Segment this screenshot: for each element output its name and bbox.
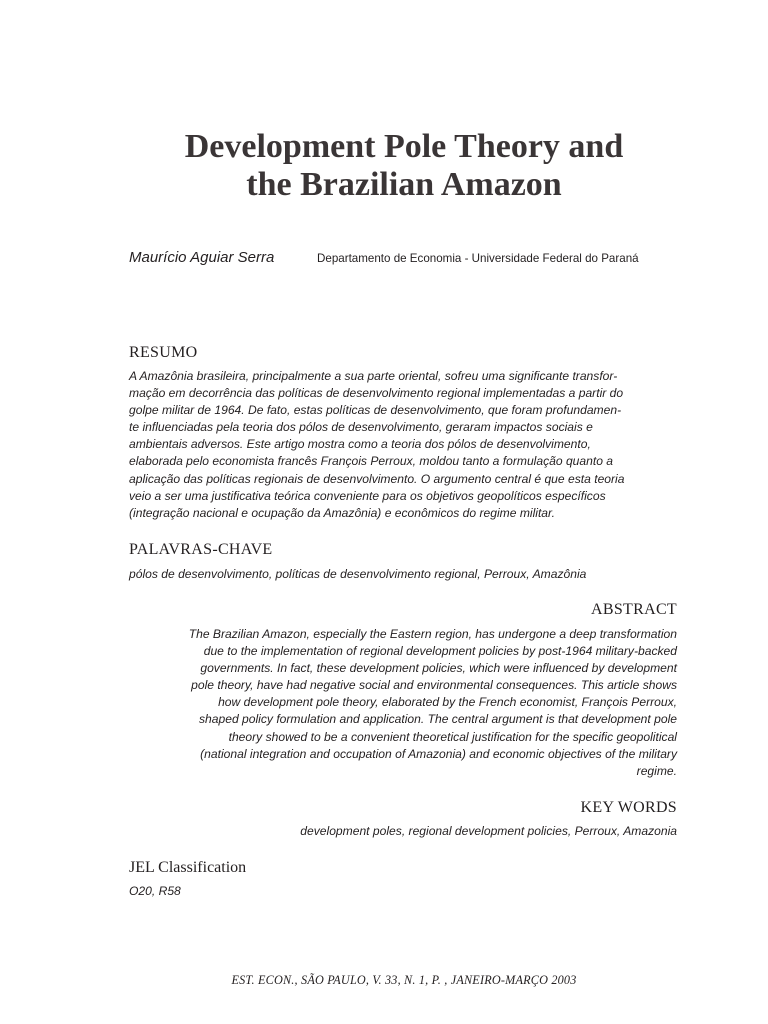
paper-title	[0, 128, 768, 204]
abstract-line: due to the implementation of regional development policies by post-1964 military-backed	[203, 644, 677, 659]
journal-footer: EST. ECON., SÃO PAULO, V. 33, N. 1, P. , JANEIRO-MARÇO 2003	[231, 973, 577, 987]
author-affiliation: Departamento de Economia - Universidade Federal do Paraná	[317, 252, 639, 265]
key-words-heading: KEY WORDS	[580, 799, 677, 816]
abstract-line: governments. In fact, these development policies, which were influenced by development	[200, 661, 677, 676]
abstract-line: The Brazilian Amazon, especially the Eastern region, has undergone a deep transformation	[188, 627, 677, 641]
resumo-line: ambientais adversos. Este artigo mostra como a teoria dos pólos de desenvolvimento,	[129, 437, 591, 452]
palavras-chave-heading: PALAVRAS-CHAVE	[129, 541, 273, 558]
abstract-line: shaped policy formulation and application. The central argument is that development pole	[199, 712, 677, 727]
resumo-line: te influenciadas pela teoria dos pólos de desenvolvimento, geraram impactos sociais e	[129, 420, 593, 435]
key-words-text: development poles, regional development policies, Perroux, Amazonia	[300, 824, 677, 838]
jel-heading: JEL Classification	[129, 859, 247, 876]
jel-codes: O20, R58	[129, 884, 181, 898]
abstract-line: regime.	[636, 763, 677, 778]
abstract-line: theory showed to be a convenient theoretical justification for the specific geopolitical	[228, 729, 677, 744]
resumo-line: aplicação das políticas regionais de desenvolvimento. O argumento central é que esta teoria	[129, 471, 625, 486]
abstract-line: how development pole theory, elaborated by the French economist, François Perroux,	[218, 695, 677, 710]
resumo-line: veio a ser uma justificativa teórica conveniente para os objetivos geopolíticos específicos	[129, 488, 606, 503]
abstract-heading: ABSTRACT	[591, 601, 677, 618]
resumo-line: (integração nacional e ocupação da Amazônia) e econômicos do regime militar.	[129, 505, 555, 520]
abstract-body	[117, 626, 677, 780]
abstract-line: (national integration and occupation of Amazonia) and economic objectives of the military	[200, 746, 677, 761]
resumo-line: elaborada pelo economista francês François Perroux, moldou tanto a formulação quanto a	[129, 454, 614, 469]
author-name: Maurício Aguiar Serra	[129, 249, 275, 266]
resumo-line: mação em decorrência das políticas de desenvolvimento regional implementadas a partir do	[129, 386, 624, 401]
resumo-body	[129, 368, 677, 522]
resumo-line: golpe militar de 1964. De fato, estas políticas de desenvolvimento, que foram profundamen-	[129, 403, 622, 418]
palavras-chave-text: pólos de desenvolvimento, políticas de desenvolvimento regional, Perroux, Amazônia	[129, 567, 587, 581]
resumo-heading: RESUMO	[129, 344, 198, 361]
title-line-2: the Brazilian Amazon	[246, 166, 562, 203]
resumo-line: A Amazônia brasileira, principalmente a sua parte oriental, sofreu uma significante transfor-	[129, 369, 618, 383]
title-line-1: Development Pole Theory and	[184, 128, 624, 165]
abstract-line: pole theory, have had negative social and environmental consequences. This article shows	[191, 678, 677, 693]
